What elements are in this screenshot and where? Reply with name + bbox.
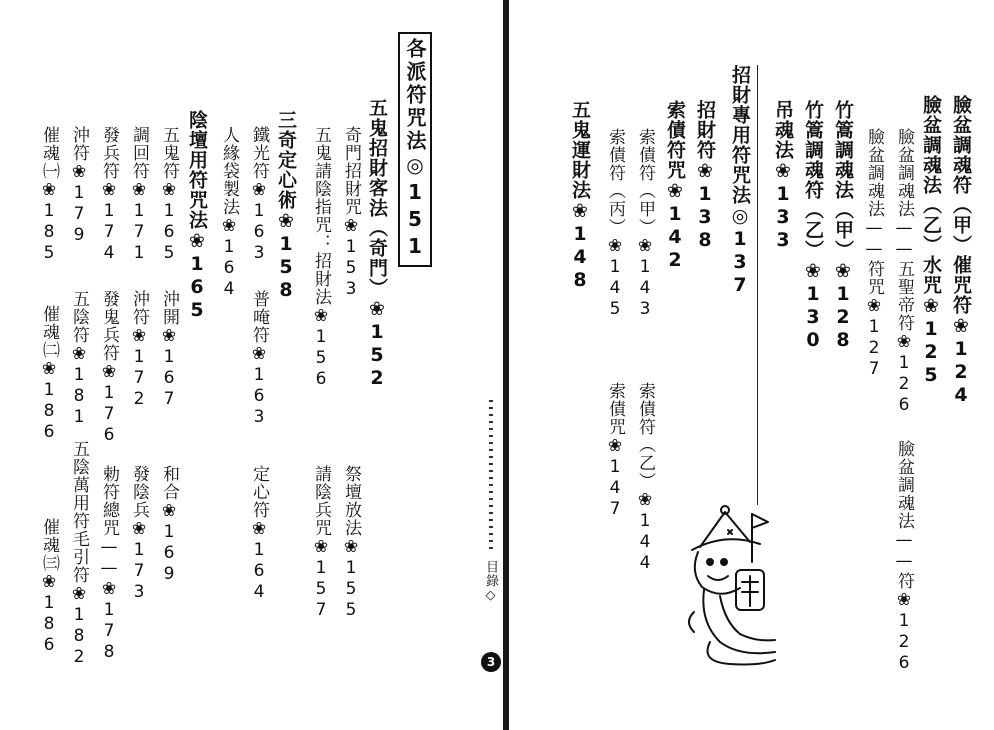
toc-entry: 調回符❀171 [129, 126, 149, 264]
toc-entry: 請陰兵咒❀157 [311, 465, 331, 621]
toc-entry: 沖開❀167 [159, 290, 179, 410]
section-rule [757, 65, 758, 505]
toc-entry: 定心符❀164 [249, 465, 269, 603]
footer-label: 目錄◇ [483, 560, 498, 604]
toc-entry: 五陰符❀181 [69, 290, 89, 428]
toc-entry: 五陰萬用符毛引符❀182 [69, 440, 89, 668]
section-title-wealth: 招財專用符咒法◎137 [729, 65, 751, 297]
toc-entry: 沖符❀172 [129, 290, 149, 410]
toc-entry: 勅符總咒——❀178 [99, 465, 119, 663]
page-number-badge: 3 [481, 652, 501, 672]
section-title-various-schools: 各派符咒法◎151 [398, 32, 432, 267]
cartoon-character-illustration [680, 492, 780, 672]
toc-entry: 臉盆調魂法——五聖帝符❀126 [894, 128, 914, 416]
toc-entry: 吊魂法❀133 [772, 100, 794, 252]
toc-entry: 發鬼兵符❀176 [99, 290, 119, 446]
toc-entry: 臉盆調魂法——符❀126 [894, 440, 914, 674]
toc-entry: 五鬼招財客法（奇門）❀152 [366, 98, 388, 390]
toc-entry: 索債符（丙）❀145 [605, 128, 625, 320]
toc-entry: 三奇定心術❀158 [275, 110, 297, 302]
toc-entry: 五鬼符❀165 [159, 126, 179, 264]
toc-entry: 鐵光符❀163 [249, 126, 269, 264]
toc-entry: 五鬼請陰指咒：招財法❀156 [311, 126, 331, 390]
toc-entry: 索債符（甲）❀143 [635, 128, 655, 320]
toc-entry: 發陰兵❀173 [129, 465, 149, 603]
toc-entry: 索債符咒❀142 [664, 100, 686, 272]
toc-entry: 竹篙調魂符（乙）❀130 [802, 100, 824, 352]
toc-entry: 竹篙調魂法（甲）❀128 [832, 100, 854, 352]
toc-entry: 普唵符❀163 [249, 290, 269, 428]
toc-entry: 招財符❀138 [694, 100, 716, 252]
toc-entry: 催魂㈢❀186 [39, 518, 59, 656]
toc-entry: 和合❀169 [159, 465, 179, 585]
toc-entry: 索債咒❀147 [605, 382, 625, 520]
toc-entry: 人緣袋製法❀164 [219, 126, 239, 300]
toc-entry: 沖符❀179 [69, 126, 89, 246]
toc-entry: 奇門招財咒❀153 [341, 126, 361, 300]
toc-entry: 發兵符❀174 [99, 126, 119, 264]
toc-entry: 臉盆調魂法（乙）水咒❀125 [920, 95, 942, 387]
toc-entry: 祭壇放法❀155 [341, 465, 361, 621]
page-edge-marks [489, 400, 493, 550]
toc-entry: 索債符（乙）❀144 [635, 382, 655, 574]
toc-entry: 臉盆調魂法——符咒❀127 [864, 128, 884, 380]
toc-entry: 五鬼運財法❀148 [569, 100, 591, 292]
toc-entry: 陰壇用符咒法❀165 [186, 110, 208, 322]
right-page [509, 0, 994, 730]
toc-entry: 催魂㈡❀186 [39, 305, 59, 443]
toc-entry: 臉盆調魂符（甲）催咒符❀124 [950, 95, 972, 407]
toc-entry: 催魂㈠❀185 [39, 126, 59, 264]
